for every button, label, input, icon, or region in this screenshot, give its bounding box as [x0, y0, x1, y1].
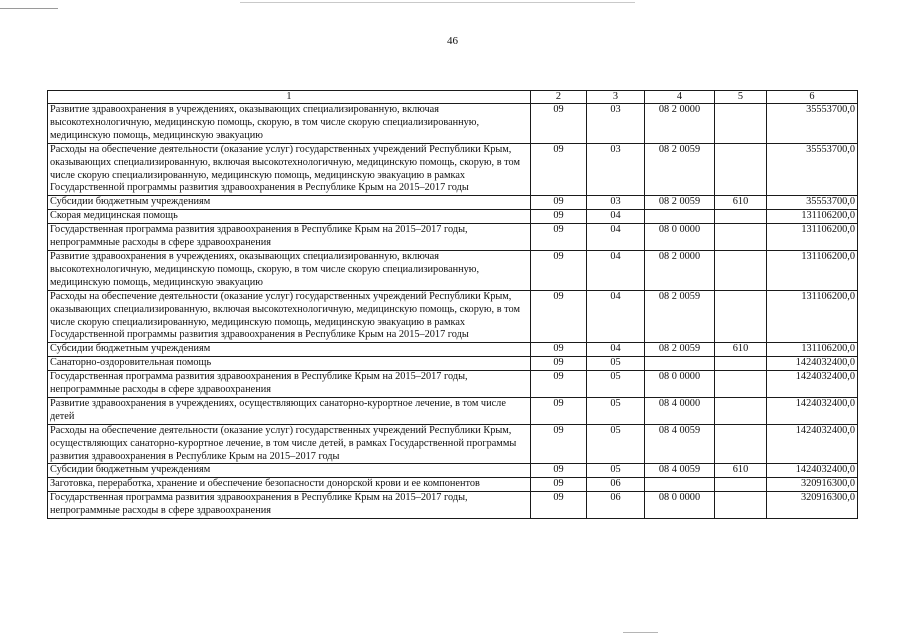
row-target: 08 2 0000 — [645, 250, 715, 290]
row-subsection: 04 — [587, 250, 645, 290]
row-subsection: 04 — [587, 224, 645, 251]
row-expense-type: 610 — [715, 196, 767, 210]
table-row — [48, 196, 858, 210]
row-expense-type — [715, 104, 767, 144]
row-expense-type — [715, 224, 767, 251]
row-subsection: 04 — [587, 210, 645, 224]
row-name: Скорая медицинская помощь — [48, 210, 531, 224]
row-expense-type — [715, 250, 767, 290]
header-col-2: 2 — [531, 91, 587, 104]
row-expense-type — [715, 143, 767, 196]
row-target — [645, 357, 715, 371]
row-section: 09 — [531, 343, 587, 357]
header-col-3: 3 — [587, 91, 645, 104]
table-row — [48, 224, 858, 251]
table-row — [48, 250, 858, 290]
row-name: Субсидии бюджетным учреждениям — [48, 343, 531, 357]
row-subsection: 03 — [587, 196, 645, 210]
row-section: 09 — [531, 224, 587, 251]
scan-edge-mark — [240, 2, 635, 3]
row-amount: 131106200,0 — [767, 210, 858, 224]
row-section: 09 — [531, 371, 587, 398]
row-amount: 131106200,0 — [767, 343, 858, 357]
row-subsection: 03 — [587, 104, 645, 144]
row-amount: 1424032400,0 — [767, 424, 858, 464]
row-target — [645, 210, 715, 224]
row-expense-type — [715, 357, 767, 371]
row-expense-type: 610 — [715, 464, 767, 478]
header-col-4: 4 — [645, 91, 715, 104]
scan-edge-mark — [623, 632, 658, 633]
scan-edge-mark — [0, 8, 58, 9]
row-expense-type — [715, 371, 767, 398]
header-col-1: 1 — [48, 91, 531, 104]
row-expense-type — [715, 397, 767, 424]
row-section: 09 — [531, 464, 587, 478]
header-row — [48, 91, 858, 104]
row-expense-type — [715, 210, 767, 224]
table-row — [48, 104, 858, 144]
row-name: Государственная программа развития здравоохранения в Республике Крым на 2015–2017 годы, непрограммные расходы в сфере здравоохранения — [48, 224, 531, 251]
row-name: Государственная программа развития здравоохранения в Республике Крым на 2015–2017 годы, непрограммные расходы в сфере здравоохранения — [48, 371, 531, 398]
row-section: 09 — [531, 210, 587, 224]
row-name: Расходы на обеспечение деятельности (оказание услуг) государственных учреждений Республики Крым, осуществляющих санаторно-курортное лечение, в том числе детей, в рамках Государственной программы развития здравоохранения в Республике Крым на 2015–2017 годы — [48, 424, 531, 464]
row-target: 08 0 0000 — [645, 224, 715, 251]
row-subsection: 03 — [587, 143, 645, 196]
row-name: Развитие здравоохранения в учреждениях, оказывающих специализированную, включая высокотехнологичную, медицинскую помощь, скорую, в том числе скорую специализированную, медицинскую помощь, медицинскую эвакуацию — [48, 104, 531, 144]
row-section: 09 — [531, 397, 587, 424]
row-target: 08 2 0059 — [645, 343, 715, 357]
row-subsection: 05 — [587, 464, 645, 478]
table-row — [48, 371, 858, 398]
row-name: Развитие здравоохранения в учреждениях, оказывающих специализированную, включая высокотехнологичную, медицинскую помощь, скорую, в том числе скорую специализированную, медицинскую помощь, медицинскую эвакуацию — [48, 250, 531, 290]
row-name: Субсидии бюджетным учреждениям — [48, 464, 531, 478]
row-name: Развитие здравоохранения в учреждениях, осуществляющих санаторно-курортное лечение, в том числе детей — [48, 397, 531, 424]
row-target: 08 4 0059 — [645, 464, 715, 478]
row-amount: 35553700,0 — [767, 104, 858, 144]
table-row — [48, 343, 858, 357]
table-row — [48, 210, 858, 224]
row-target: 08 4 0000 — [645, 397, 715, 424]
row-target: 08 2 0000 — [645, 104, 715, 144]
row-subsection: 05 — [587, 371, 645, 398]
row-target: 08 2 0059 — [645, 143, 715, 196]
row-section: 09 — [531, 196, 587, 210]
row-subsection: 04 — [587, 290, 645, 343]
row-expense-type — [715, 424, 767, 464]
table-row — [48, 464, 858, 478]
row-subsection: 05 — [587, 357, 645, 371]
row-name: Субсидии бюджетным учреждениям — [48, 196, 531, 210]
row-section: 09 — [531, 143, 587, 196]
page-number: 46 — [447, 35, 458, 47]
row-section: 09 — [531, 250, 587, 290]
row-expense-type — [715, 290, 767, 343]
row-name: Государственная программа развития здравоохранения в Республике Крым на 2015–2017 годы, непрограммные расходы в сфере здравоохранения — [48, 492, 531, 519]
row-target — [645, 478, 715, 492]
row-section: 09 — [531, 424, 587, 464]
table-row — [48, 397, 858, 424]
row-subsection: 04 — [587, 343, 645, 357]
row-subsection: 05 — [587, 397, 645, 424]
table-row — [48, 143, 858, 196]
header-col-6: 6 — [767, 91, 858, 104]
row-name: Расходы на обеспечение деятельности (оказание услуг) государственных учреждений Республики Крым, оказывающих специализированную, включая высокотехнологичную, медицинскую помощь, скорую, в том числе скорую специализированную, медицинскую помощь, медицинскую эвакуацию в рамках Государственной программы развития здравоохранения в Республике Крым на 2015–2017 годы — [48, 290, 531, 343]
row-target: 08 0 0000 — [645, 492, 715, 519]
row-amount: 320916300,0 — [767, 478, 858, 492]
row-amount: 131106200,0 — [767, 290, 858, 343]
table-row — [48, 492, 858, 519]
row-amount: 320916300,0 — [767, 492, 858, 519]
row-target: 08 2 0059 — [645, 196, 715, 210]
row-amount: 1424032400,0 — [767, 464, 858, 478]
row-name: Санаторно-оздоровительная помощь — [48, 357, 531, 371]
row-section: 09 — [531, 478, 587, 492]
row-target: 08 0 0000 — [645, 371, 715, 398]
row-subsection: 05 — [587, 424, 645, 464]
table-row — [48, 290, 858, 343]
row-amount: 1424032400,0 — [767, 397, 858, 424]
row-name: Заготовка, переработка, хранение и обеспечение безопасности донорской крови и ее компонентов — [48, 478, 531, 492]
row-target: 08 2 0059 — [645, 290, 715, 343]
row-amount: 131106200,0 — [767, 250, 858, 290]
row-amount: 1424032400,0 — [767, 371, 858, 398]
row-subsection: 06 — [587, 492, 645, 519]
row-section: 09 — [531, 104, 587, 144]
row-amount: 35553700,0 — [767, 143, 858, 196]
row-section: 09 — [531, 492, 587, 519]
row-amount: 1424032400,0 — [767, 357, 858, 371]
row-target: 08 4 0059 — [645, 424, 715, 464]
row-amount: 35553700,0 — [767, 196, 858, 210]
table-row — [48, 357, 858, 371]
row-expense-type: 610 — [715, 343, 767, 357]
header-col-5: 5 — [715, 91, 767, 104]
row-subsection: 06 — [587, 478, 645, 492]
budget-table — [47, 90, 858, 519]
table-row — [48, 478, 858, 492]
row-name: Расходы на обеспечение деятельности (оказание услуг) государственных учреждений Республики Крым, оказывающих специализированную, включая высокотехнологичную, медицинскую помощь, скорую, в том числе скорую специализированную, медицинскую помощь, медицинскую эвакуацию в рамках Государственной программы развития здравоохранения в Республике Крым на 2015–2017 годы — [48, 143, 531, 196]
row-expense-type — [715, 492, 767, 519]
row-section: 09 — [531, 357, 587, 371]
row-section: 09 — [531, 290, 587, 343]
row-amount: 131106200,0 — [767, 224, 858, 251]
table-row — [48, 424, 858, 464]
row-expense-type — [715, 478, 767, 492]
